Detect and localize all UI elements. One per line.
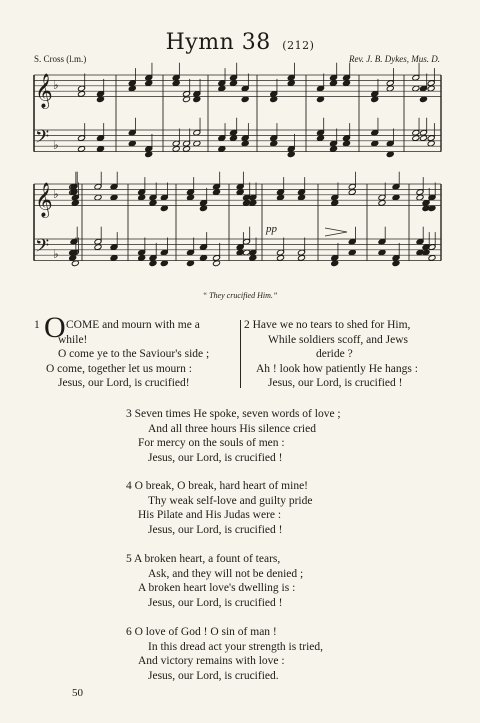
verse-line: Jesus, our Lord, is crucified! [58,377,190,389]
verse-line: Jesus, our Lord, is crucified. [148,669,279,682]
verse-line: A broken heart love's dwelling is : [138,582,296,594]
svg-text:♭: ♭ [53,247,59,262]
verse-line: deride ? [316,348,353,360]
verse-line: Seven times He spoke, seven words of love ; [134,408,341,420]
verse-line: COME and mourn with me a [66,319,200,331]
hymn-caption: “ They crucified Him.” [202,291,278,300]
verse-line: In this dread act your strength is tried, [148,640,324,653]
tune-name: S. Cross (l.m.) [34,54,87,64]
decrescendo-hairpin [325,228,347,236]
svg-text:♭: ♭ [53,77,59,92]
notes [69,63,436,267]
hymn-title-word: Hymn [165,30,235,55]
composer-credit: Rev. J. B. Dykes, Mus. D. [348,54,440,64]
dynamic-marking: pp [266,223,277,235]
verse-5 [126,552,303,610]
verse-line: A broken heart, a fount of tears, [134,553,281,565]
verse-number: 6 [126,626,132,638]
verse-line: O come ye to the Saviour's side ; [58,348,210,360]
verse-line: Thy weak self-love and guilty pride [148,494,313,507]
column-divider [240,320,241,388]
staff-lines [34,75,441,261]
verse-line: while! [58,333,88,346]
verse-line: Ah ! look how patiently He hangs : [256,362,418,375]
verse-line: And victory remains with love : [138,655,285,667]
verse-number: 1 [34,319,40,331]
svg-text:♭: ♭ [53,186,59,201]
verse-3 [126,407,341,465]
svg-text:♭: ♭ [53,138,59,153]
svg-text:𝄞: 𝄞 [35,73,53,109]
verse-line: While soldiers scoff, and Jews [268,333,408,346]
drop-cap: O [44,311,66,344]
verse-4 [126,479,312,537]
hymn-number: 38 [241,30,271,55]
verse-6 [126,625,323,683]
clefs [35,74,59,262]
music-score [0,0,480,290]
verse-number: 3 [126,408,132,420]
verse-line: O come, together let us mourn : [46,362,192,375]
verse-number: 2 [244,319,250,331]
verse-1 [34,311,240,391]
verse-number: 5 [126,553,132,565]
verse-number: 4 [126,480,132,492]
barlines [34,75,441,261]
verse-line: His Pilate and His Judas were : [138,509,282,521]
verse-line: Jesus, our Lord, is crucified ! [148,451,283,464]
verse-line: Ask, and they will not be denied ; [148,567,304,580]
svg-text:𝄢: 𝄢 [35,127,50,153]
hymn-alt-number: (212) [282,39,315,52]
verse-line: And all three hours His silence cried [148,422,316,435]
svg-text:𝄞: 𝄞 [35,182,53,218]
verse-line: Jesus, our Lord, is crucified ! [148,523,283,536]
verse-line: Jesus, our Lord, is crucified ! [268,377,403,389]
verse-line: For mercy on the souls of men : [138,437,285,449]
verse-line: O love of God ! O sin of man ! [134,626,277,638]
verse-2 [244,318,444,391]
svg-text:𝄢: 𝄢 [35,236,50,262]
page-number: 50 [72,687,83,699]
verse-line: Have we no tears to shed for Him, [252,319,411,331]
verse-line: O break, O break, hard heart of mine! [134,480,309,492]
verse-line: Jesus, our Lord, is crucified ! [148,596,283,609]
